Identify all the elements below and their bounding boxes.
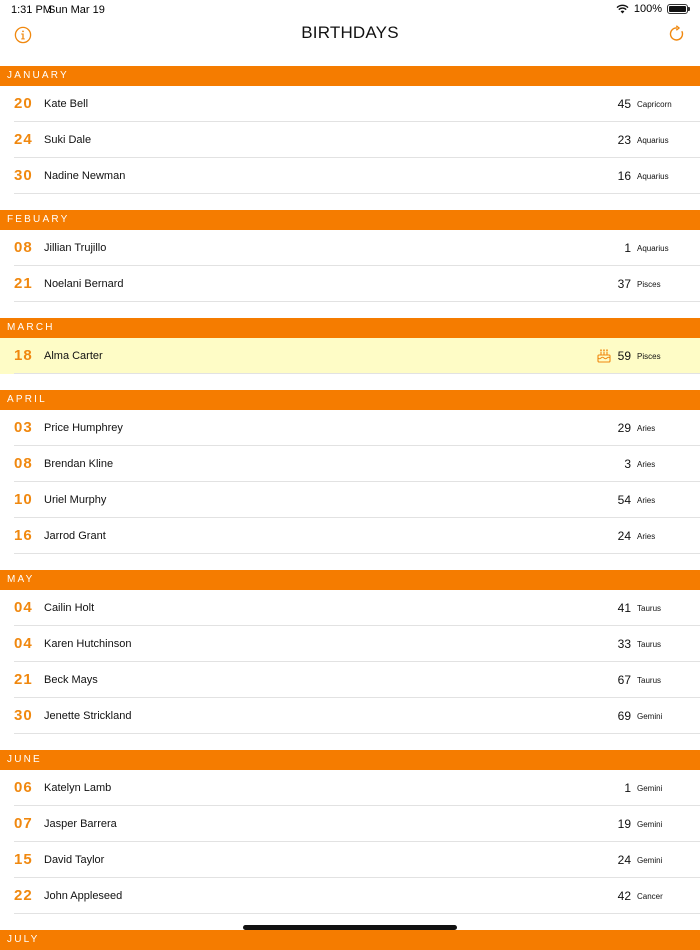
zodiac-sign: Taurus (637, 640, 662, 649)
person-name: Jillian Trujillo (44, 242, 107, 254)
zodiac-sign: Aries (637, 424, 656, 433)
person-name: Suki Dale (44, 134, 92, 146)
zodiac-sign: Aquarius (637, 136, 669, 145)
zodiac-sign: Pisces (637, 280, 661, 289)
person-name: Jenette Strickland (44, 710, 132, 722)
birthday-list (0, 66, 700, 950)
person-name: Jarrod Grant (44, 530, 106, 542)
section-rows (0, 770, 700, 914)
birthday-row[interactable] (0, 878, 700, 914)
person-name: Alma Carter (44, 350, 103, 362)
person-name: Uriel Murphy (44, 494, 107, 506)
birthday-cake-icon (597, 348, 611, 363)
person-name: Katelyn Lamb (44, 782, 112, 794)
birthday-day: 06 (14, 779, 33, 796)
birthday-day: 15 (14, 851, 33, 868)
zodiac-sign: Aquarius (637, 172, 669, 181)
birthday-day: 24 (14, 131, 33, 148)
birthday-row[interactable] (0, 698, 700, 734)
birthday-row[interactable] (0, 86, 700, 122)
birthday-day: 16 (14, 527, 33, 544)
section-rows (0, 230, 700, 302)
birthday-day: 03 (14, 419, 33, 436)
battery-fill (669, 6, 686, 12)
status-right (616, 3, 688, 15)
navigation-bar (0, 18, 700, 66)
person-age: 45 (617, 97, 631, 111)
zodiac-sign: Aries (637, 532, 656, 541)
person-name: Noelani Bernard (44, 278, 124, 290)
person-name: Jasper Barrera (44, 818, 117, 830)
birthday-row[interactable] (0, 446, 700, 482)
person-age: 37 (617, 277, 631, 291)
person-age: 33 (617, 637, 631, 651)
birthday-row[interactable] (0, 662, 700, 698)
birthday-row[interactable] (0, 806, 700, 842)
birthday-day: 10 (14, 491, 33, 508)
section-header: FEBUARY (0, 210, 700, 230)
birthday-day: 04 (14, 599, 33, 616)
birthday-row[interactable] (0, 590, 700, 626)
birthday-row[interactable] (0, 842, 700, 878)
status-time: 1:31 PM (11, 4, 52, 16)
zodiac-sign: Aries (637, 460, 656, 469)
person-name: John Appleseed (44, 890, 123, 902)
birthday-row[interactable] (0, 338, 700, 374)
person-age: 59 (617, 349, 631, 363)
birthday-day: 30 (14, 707, 33, 724)
birthday-day: 30 (14, 167, 33, 184)
person-age: 69 (617, 709, 631, 723)
zodiac-sign: Cancer (637, 892, 663, 901)
section-rows (0, 410, 700, 554)
birthday-row[interactable] (0, 410, 700, 446)
person-age: 1 (624, 241, 631, 255)
person-age: 23 (617, 133, 631, 147)
section-header: JULY (0, 930, 700, 950)
birthday-row[interactable] (0, 266, 700, 302)
person-age: 3 (624, 457, 631, 471)
zodiac-sign: Gemini (637, 712, 663, 721)
battery-percent: 100% (633, 3, 662, 15)
birthday-day: 04 (14, 635, 33, 652)
section-rows (0, 338, 700, 374)
birthday-day: 08 (14, 239, 33, 256)
birthday-day: 21 (14, 671, 33, 688)
birthday-row[interactable] (0, 518, 700, 554)
section-rows (0, 590, 700, 734)
person-name: Kate Bell (44, 98, 89, 110)
section-header: JUNE (0, 750, 700, 770)
zodiac-sign: Capricorn (637, 100, 672, 109)
birthday-row[interactable] (0, 770, 700, 806)
person-name: David Taylor (44, 854, 105, 866)
birthday-row[interactable] (0, 122, 700, 158)
person-name: Karen Hutchinson (44, 638, 132, 650)
person-age: 54 (617, 493, 631, 507)
home-indicator[interactable] (243, 925, 457, 930)
person-age: 24 (617, 853, 631, 867)
zodiac-sign: Aquarius (637, 244, 669, 253)
page-title: BIRTHDAYS (301, 23, 399, 42)
person-age: 1 (624, 781, 631, 795)
zodiac-sign: Gemini (637, 820, 663, 829)
zodiac-sign: Pisces (637, 352, 661, 361)
person-name: Nadine Newman (44, 170, 126, 182)
birthday-day: 22 (14, 887, 33, 904)
person-name: Cailin Holt (44, 602, 95, 614)
battery-icon (667, 4, 688, 14)
birthday-day: 20 (14, 95, 33, 112)
person-age: 29 (617, 421, 631, 435)
person-name: Beck Mays (44, 674, 98, 686)
wifi-icon (616, 4, 629, 14)
section-rows (0, 86, 700, 194)
status-date: Sun Mar 19 (48, 4, 105, 16)
zodiac-sign: Taurus (637, 604, 662, 613)
birthday-row[interactable] (0, 158, 700, 194)
birthday-day: 07 (14, 815, 33, 832)
refresh-icon[interactable] (668, 25, 686, 43)
birthday-day: 18 (14, 347, 33, 364)
birthday-row[interactable] (0, 626, 700, 662)
birthday-day: 08 (14, 455, 33, 472)
birthday-row[interactable] (0, 230, 700, 266)
person-name: Brendan Kline (44, 458, 114, 470)
section-header: JANUARY (0, 66, 700, 86)
birthday-row[interactable] (0, 482, 700, 518)
person-age: 16 (617, 169, 631, 183)
zodiac-sign: Aries (637, 496, 656, 505)
section-header: APRIL (0, 390, 700, 410)
person-age: 41 (617, 601, 631, 615)
birthday-day: 21 (14, 275, 33, 292)
section-header: MARCH (0, 318, 700, 338)
person-age: 67 (617, 673, 631, 687)
person-age: 24 (617, 529, 631, 543)
person-age: 19 (617, 817, 631, 831)
person-age: 42 (617, 889, 631, 903)
zodiac-sign: Gemini (637, 856, 663, 865)
zodiac-sign: Gemini (637, 784, 663, 793)
status-bar (0, 0, 700, 18)
person-name: Price Humphrey (44, 422, 123, 434)
section-header: MAY (0, 570, 700, 590)
zodiac-sign: Taurus (637, 676, 662, 685)
